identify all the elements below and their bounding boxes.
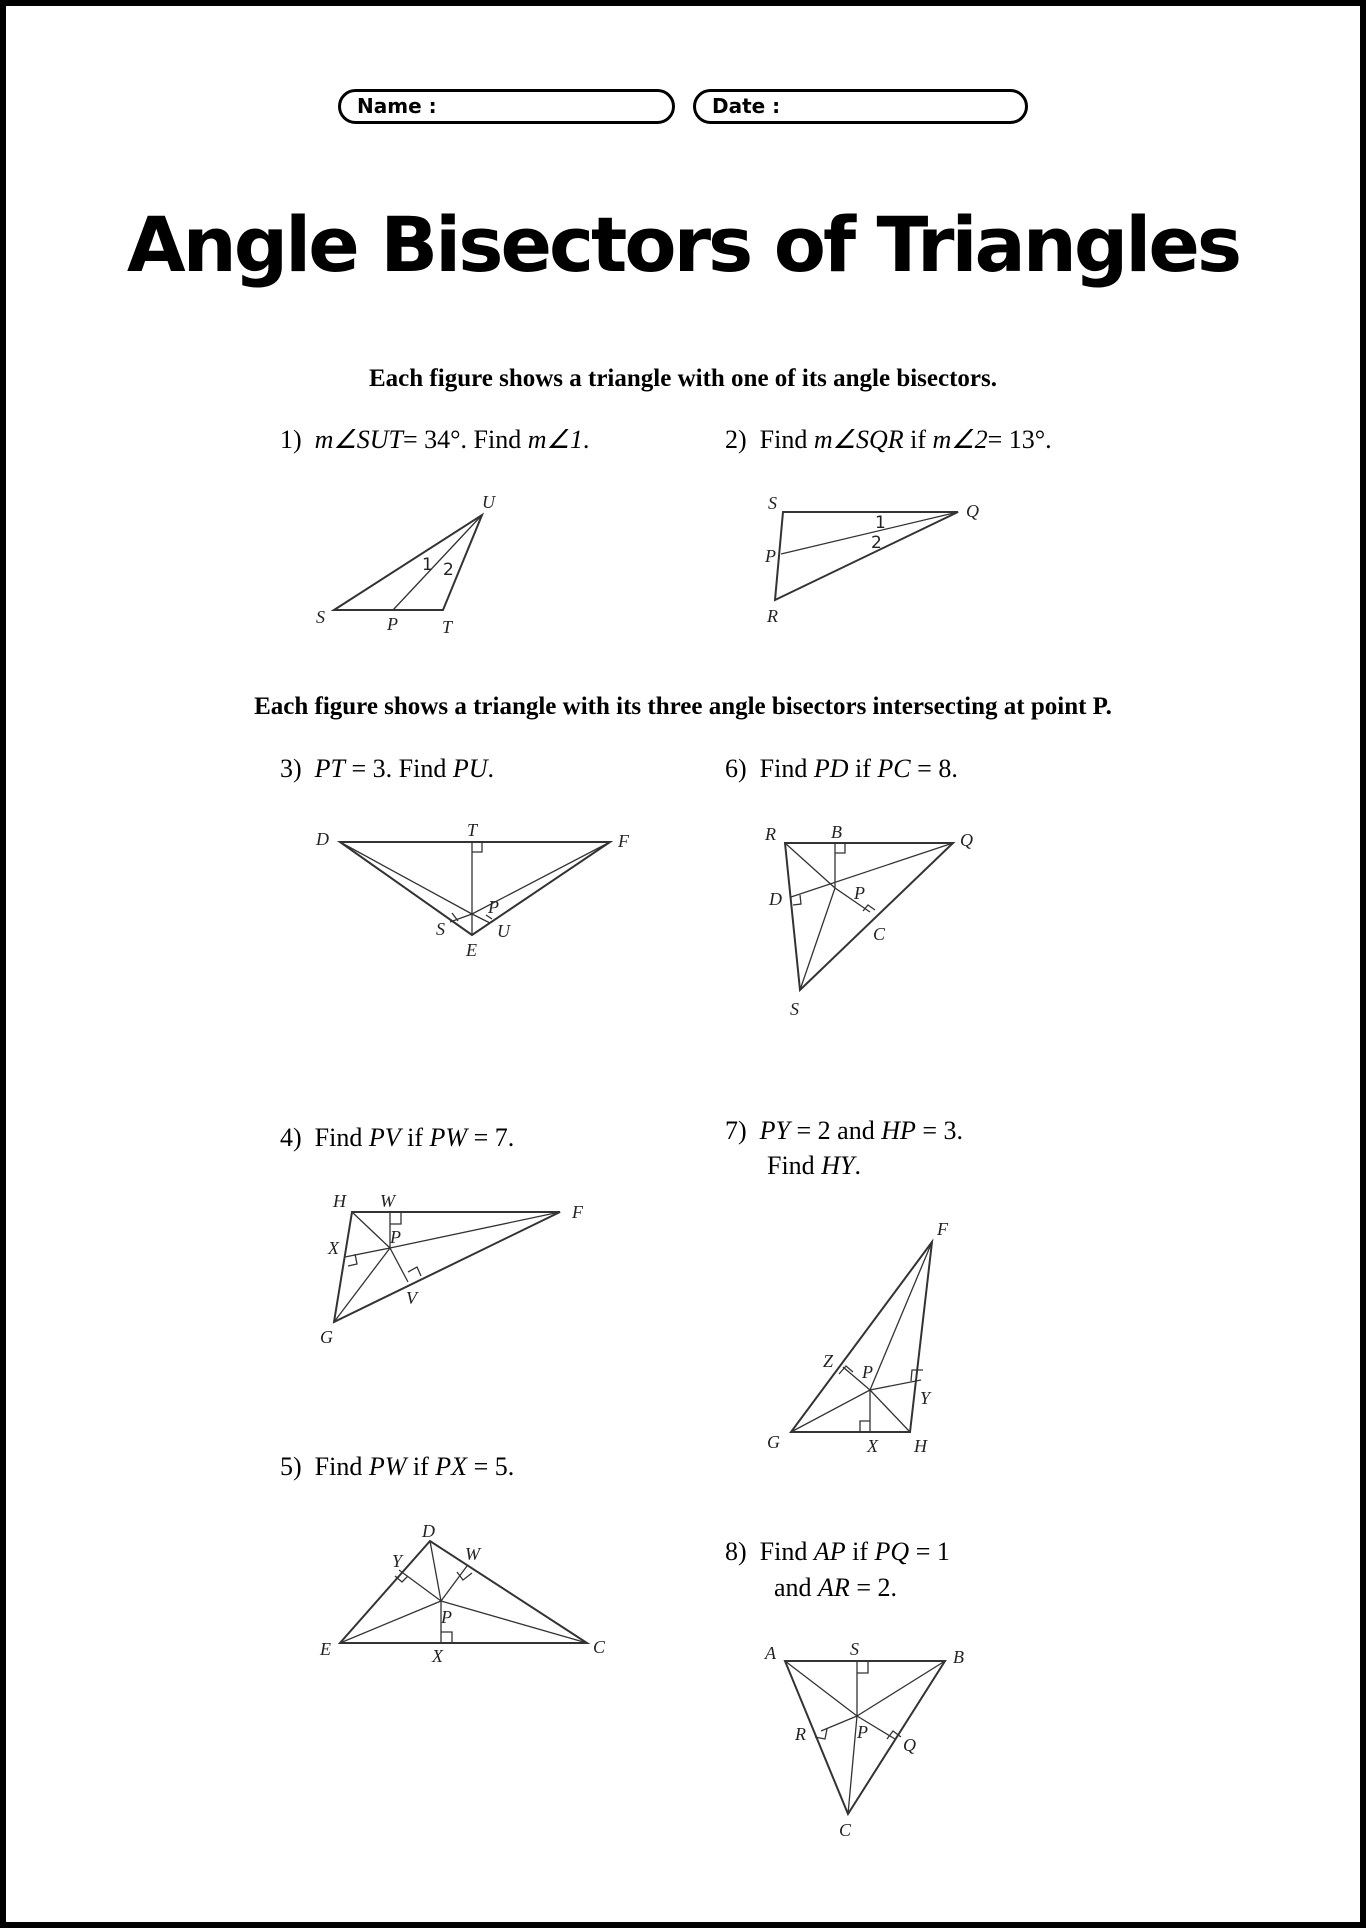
label-X: X xyxy=(328,1238,339,1258)
label-P: P xyxy=(488,897,499,917)
figure-1-triangle xyxy=(300,480,530,640)
label-E: E xyxy=(466,940,477,960)
label-V: V xyxy=(406,1288,417,1308)
label-C: C xyxy=(873,924,886,944)
date-label: Date : xyxy=(712,94,781,118)
label-G: G xyxy=(767,1432,780,1452)
question-4: 4) Find PV if PW = 7. xyxy=(280,1123,515,1152)
label-H: H xyxy=(333,1191,346,1211)
label-S: S xyxy=(436,919,445,939)
instruction-section-2: Each figure shows a triangle with its three angle bisectors intersecting at point P. xyxy=(254,693,1112,720)
label-S: S xyxy=(768,493,777,513)
angle-mark-2: 2 xyxy=(871,533,882,553)
question-8: 8) Find AP if PQ = 1 xyxy=(725,1537,950,1566)
angle-mark-2: 2 xyxy=(443,560,454,580)
label-S: S xyxy=(850,1639,859,1659)
figure-6-triangle xyxy=(755,815,1005,1025)
label-P: P xyxy=(857,1722,868,1742)
label-P: P xyxy=(765,546,776,566)
label-P: P xyxy=(390,1227,401,1247)
question-8-line-2: and AR = 2. xyxy=(774,1573,897,1602)
label-T: T xyxy=(467,820,478,840)
instruction-section-1: Each figure shows a triangle with one of its angle bisectors. xyxy=(369,365,997,392)
angle-mark-1: 1 xyxy=(875,513,886,533)
label-Z: Z xyxy=(823,1351,834,1371)
label-G: G xyxy=(320,1327,333,1347)
label-R: R xyxy=(767,606,778,626)
label-U: U xyxy=(497,921,510,941)
question-7: 7) PY = 2 and HP = 3. xyxy=(725,1116,964,1145)
label-X: X xyxy=(432,1646,443,1666)
label-C: C xyxy=(593,1637,606,1657)
label-E: E xyxy=(320,1639,331,1659)
label-F: F xyxy=(618,831,629,851)
label-D: D xyxy=(769,889,782,909)
label-B: B xyxy=(831,822,842,842)
date-field[interactable] xyxy=(693,89,1028,124)
label-P: P xyxy=(854,883,865,903)
label-Q: Q xyxy=(960,830,973,850)
label-Y: Y xyxy=(392,1551,403,1571)
label-D: D xyxy=(316,829,329,849)
label-P: P xyxy=(387,614,398,634)
figure-4-triangle xyxy=(310,1180,610,1355)
label-Q: Q xyxy=(903,1735,916,1755)
label-W: W xyxy=(380,1191,395,1211)
label-A: A xyxy=(765,1643,776,1663)
figure-5-triangle xyxy=(310,1510,620,1670)
worksheet-title: Angle Bisectors of Triangles xyxy=(126,200,1240,289)
label-S: S xyxy=(790,999,799,1019)
label-U: U xyxy=(482,492,495,512)
figure-7-triangle xyxy=(755,1210,975,1475)
question-3: 3) PT = 3. Find PU. xyxy=(280,754,495,783)
question-6: 6) Find PD if PC = 8. xyxy=(725,754,958,783)
label-R: R xyxy=(795,1724,806,1744)
label-F: F xyxy=(937,1219,948,1239)
label-W: W xyxy=(465,1544,480,1564)
label-P: P xyxy=(441,1607,452,1627)
label-H: H xyxy=(914,1436,927,1456)
label-S: S xyxy=(316,607,325,627)
label-T: T xyxy=(442,617,453,637)
figure-2-triangle xyxy=(755,485,1005,630)
question-2: 2) Find m∠SQR if m∠2= 13°. xyxy=(725,425,1052,454)
question-5: 5) Find PW if PX = 5. xyxy=(280,1452,515,1481)
label-F: F xyxy=(572,1202,583,1222)
label-B: B xyxy=(953,1647,964,1667)
angle-mark-1: 1 xyxy=(422,555,433,575)
question-1: 1) m∠SUT= 34°. Find m∠1. xyxy=(280,425,590,454)
name-label: Name : xyxy=(357,94,437,118)
label-P: P xyxy=(862,1362,873,1382)
name-field[interactable] xyxy=(338,89,675,124)
figure-8-triangle xyxy=(755,1633,985,1848)
label-C: C xyxy=(839,1820,852,1840)
label-R: R xyxy=(765,824,776,844)
label-Q: Q xyxy=(966,501,979,521)
label-X: X xyxy=(867,1436,878,1456)
label-D: D xyxy=(422,1521,435,1541)
label-Y: Y xyxy=(920,1388,931,1408)
figure-3-triangle xyxy=(310,815,650,965)
question-7-line-2: Find HY. xyxy=(767,1151,861,1180)
